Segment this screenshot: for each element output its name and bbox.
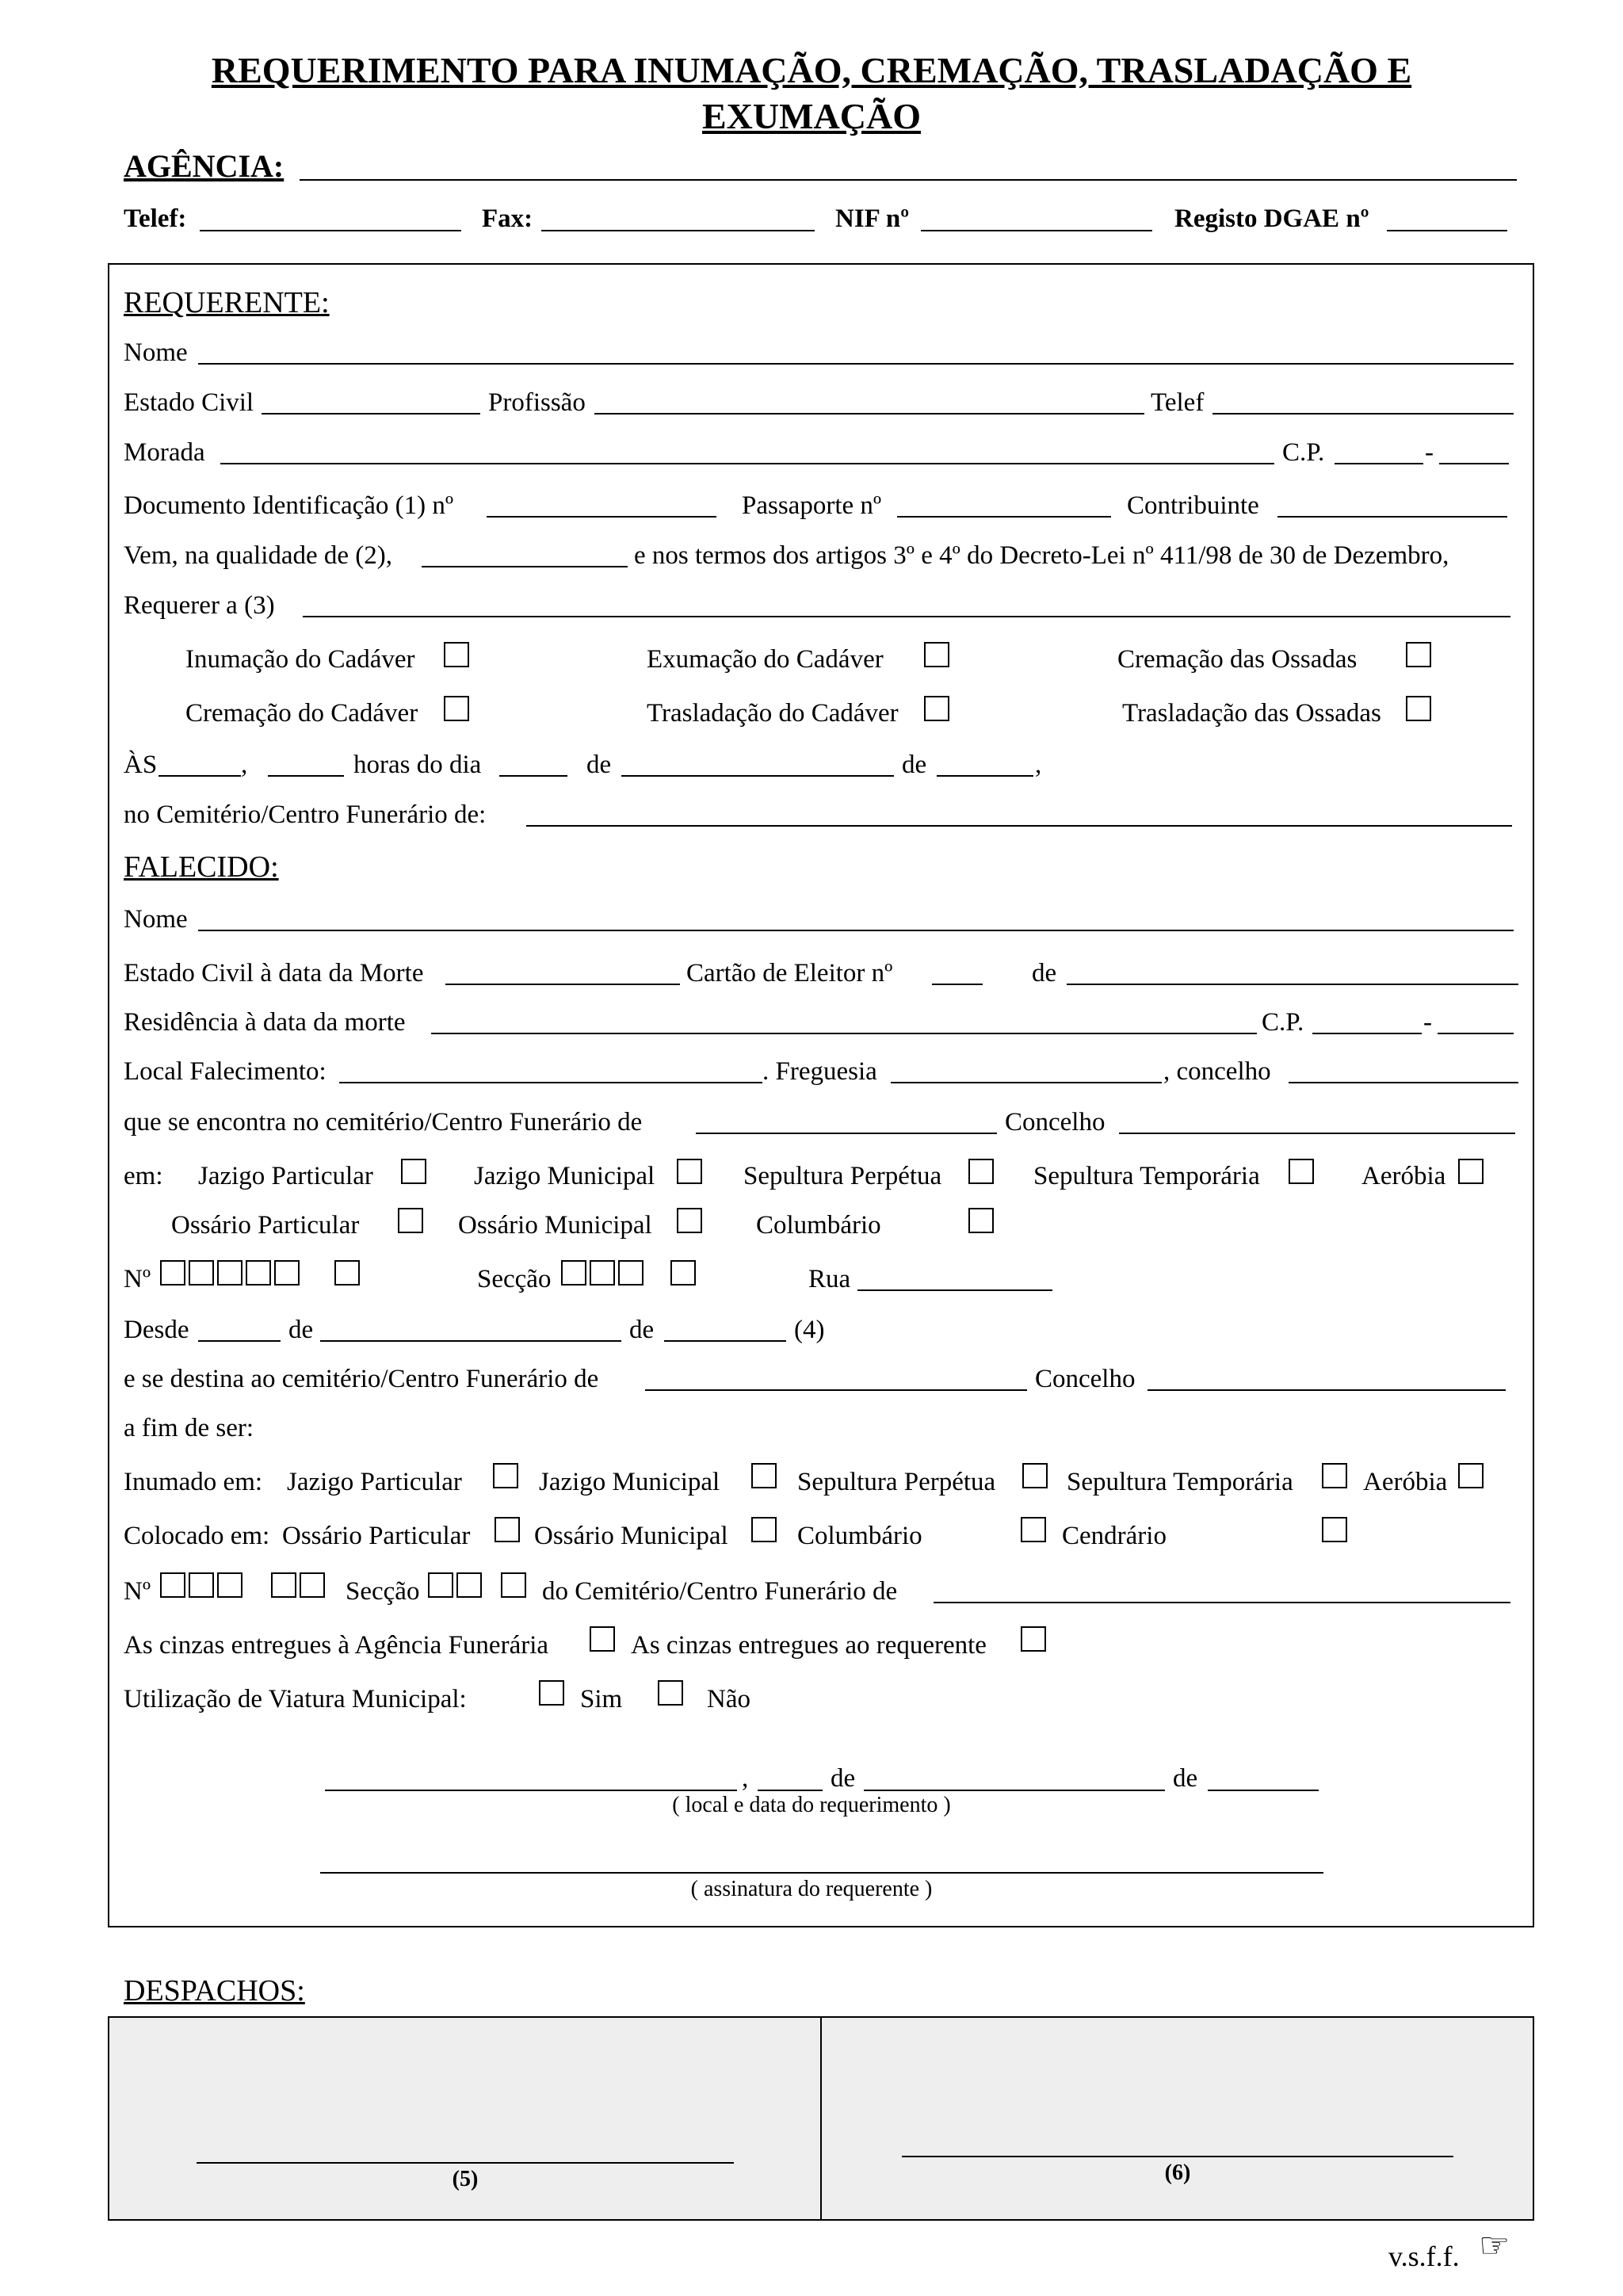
fal-desde-dia-field[interactable] [198,1340,281,1342]
inumado-sepultura-perpetua-label: Sepultura Perpétua [797,1468,996,1496]
fal-nome-label: Nome [124,905,188,934]
req-doc-id-label: Documento Identificação (1) nº [124,491,454,520]
cinzas-agencia-checkbox[interactable] [590,1626,615,1652]
inumado-sepultura-temporaria-checkbox[interactable] [1322,1463,1347,1488]
numero-box-6[interactable] [334,1260,360,1286]
dest-numero-box-3[interactable] [217,1572,242,1598]
fal-desde-de-2: de [629,1316,655,1344]
req-minuto-field[interactable] [268,775,344,777]
req-cemiterio-label: no Cemitério/Centro Funerário de: [124,800,487,829]
dest-seccao-box-3[interactable] [501,1572,526,1598]
fal-freguesia-label: . Freguesia [762,1057,877,1086]
fax-field[interactable] [541,230,815,231]
title-line-1: REQUERIMENTO PARA INUMAÇÃO, CREMAÇÃO, TRASLADAÇÃO E [211,50,1412,90]
fal-cartao-eleitor-label: Cartão de Eleitor nº [686,959,893,988]
telef-field[interactable] [200,230,461,231]
colocado-ossario-municipal-checkbox[interactable] [751,1517,777,1542]
dest-cemiterio-label: do Cemitério/Centro Funerário de [542,1577,898,1606]
agencia-field[interactable] [300,179,1517,181]
colocado-ossario-particular-label: Ossário Particular [282,1522,471,1550]
fal-local-label: Local Falecimento: [124,1057,327,1086]
req-cp-field-1[interactable] [1335,463,1423,464]
req-doc-id-field[interactable] [487,516,716,518]
dest-numero-box-4[interactable] [271,1572,296,1598]
opt-cremacao-cadaver-checkbox[interactable] [444,696,469,721]
fal-desde-label: Desde [124,1316,189,1344]
req-hora-field[interactable] [158,775,241,777]
dest-numero-box-5[interactable] [300,1572,325,1598]
req-as-comma: , [241,751,248,779]
opt-cremacao-cadaver-label: Cremação do Cadáver [185,699,418,728]
opt-trasladacao-ossadas-checkbox[interactable] [1406,696,1431,721]
sig-dia-field[interactable] [758,1790,823,1791]
fal-encontra-label: que se encontra no cemitério/Centro Funerário de [124,1108,643,1137]
fal-residencia-field[interactable] [431,1033,1257,1034]
seccao-box-2[interactable] [590,1260,615,1286]
seccao-box-1[interactable] [561,1260,586,1286]
req-contribuinte-field[interactable] [1277,516,1507,518]
req-ano-field[interactable] [937,775,1033,777]
em-jazigo-particular-label: Jazigo Particular [198,1162,373,1190]
despacho-6-signature-field[interactable] [902,2156,1453,2157]
fal-residencia-label: Residência à data da morte [124,1008,406,1037]
fal-de-label: de [1032,959,1057,988]
req-qualidade-field[interactable] [422,566,628,567]
fal-destina-concelho-field[interactable] [1148,1389,1506,1391]
page-title [0,48,1623,139]
inumado-jazigo-particular-label: Jazigo Particular [287,1468,462,1496]
em-ossario-particular-label: Ossário Particular [171,1211,360,1240]
req-de-label-1: de [586,751,612,779]
fal-cp-field-2[interactable] [1438,1033,1514,1034]
em-jazigo-particular-checkbox[interactable] [401,1159,426,1184]
req-requerer-field[interactable] [303,616,1510,617]
req-nome-label: Nome [124,338,188,367]
falecido-heading: FALECIDO: [124,850,279,884]
fal-encontra-field[interactable] [696,1133,997,1134]
sig-de-2: de [1173,1764,1198,1793]
inumado-em-label: Inumado em: [124,1468,263,1496]
sig-de-1: de [831,1764,856,1793]
req-cp-field-2[interactable] [1439,463,1509,464]
despachos-divider [820,2016,822,2221]
inumado-jazigo-municipal-label: Jazigo Municipal [539,1468,720,1496]
sig-mes-field[interactable] [864,1790,1165,1791]
req-passaporte-label: Passaporte nº [742,491,882,520]
req-telef-field[interactable] [1212,413,1514,415]
dest-numero-box-2[interactable] [189,1572,214,1598]
telef-label: Telef: [124,204,187,233]
req-profissao-field[interactable] [594,413,1144,415]
fal-desde-de-1: de [288,1316,314,1344]
numero-box-1[interactable] [160,1260,185,1286]
colocado-ossario-particular-checkbox[interactable] [495,1517,520,1542]
req-horas-label: horas do dia [353,751,482,779]
req-termos-text: e nos termos dos artigos 3º e 4º do Decreto-Lei nº 411/98 de 30 de Dezembro, [634,541,1449,570]
colocado-columbario-label: Columbário [797,1522,922,1550]
opt-inumacao-cadaver-label: Inumação do Cadáver [185,645,415,674]
inumado-sepultura-perpetua-checkbox[interactable] [1022,1463,1048,1488]
colocado-ossario-municipal-label: Ossário Municipal [534,1522,728,1550]
viatura-sim-label: Sim [580,1685,623,1713]
fal-concelho2-field[interactable] [1119,1133,1515,1134]
fal-cp-label: C.P. [1262,1008,1304,1037]
fal-cartao-de-field[interactable] [1067,984,1518,985]
fal-seccao-label: Secção [477,1265,552,1293]
sig-local-field[interactable] [325,1790,737,1791]
sig-ano-field[interactable] [1208,1790,1319,1791]
fal-cp-field-1[interactable] [1312,1033,1422,1034]
em-sepultura-perpetua-checkbox[interactable] [968,1159,994,1184]
fal-nome-field[interactable] [198,930,1514,931]
numero-box-2[interactable] [189,1260,214,1286]
dest-seccao-box-1[interactable] [428,1572,453,1598]
req-passaporte-field[interactable] [897,516,1111,518]
req-cp-label: C.P. [1282,438,1325,467]
vsff-text: v.s.f.f. [1388,2241,1460,2272]
dgae-field[interactable] [1387,230,1507,231]
title-line-2: EXUMAÇÃO [702,96,921,136]
req-cp-dash: - [1425,438,1434,467]
opt-inumacao-cadaver-checkbox[interactable] [444,642,469,667]
fal-concelho-field[interactable] [1289,1082,1518,1083]
sig-assinatura-caption: ( assinatura do requerente ) [690,1877,933,1901]
fal-rua-field[interactable] [857,1289,1052,1291]
req-ano-comma: , [1035,751,1042,779]
req-telef-label: Telef [1151,388,1205,417]
fal-desde-ano-field[interactable] [664,1340,786,1342]
colocado-em-label: Colocado em: [124,1522,270,1550]
fal-cp-dash: - [1423,1008,1432,1037]
em-columbario-checkbox[interactable] [968,1208,994,1233]
cinzas-agencia-label: As cinzas entregues à Agência Funerária [124,1631,549,1660]
em-columbario-label: Columbário [756,1211,881,1240]
req-profissao-label: Profissão [488,388,586,417]
dest-numero-box-1[interactable] [160,1572,185,1598]
req-de-label-2: de [902,751,927,779]
opt-trasladacao-cadaver-label: Trasladação do Cadáver [647,699,899,728]
despachos-heading: DESPACHOS: [124,1974,305,2008]
em-aerobia-label: Aeróbia [1361,1162,1446,1190]
fal-numero-label: Nº [124,1265,151,1293]
dest-cemiterio-field[interactable] [934,1602,1510,1603]
req-dia-field[interactable] [499,775,567,777]
dest-seccao-box-2[interactable] [456,1572,482,1598]
em-aerobia-checkbox[interactable] [1458,1159,1484,1184]
fal-desde-mes-field[interactable] [320,1340,621,1342]
fal-em-label: em: [124,1162,163,1190]
agencia-label: AGÊNCIA: [124,148,285,184]
req-estado-civil-field[interactable] [262,413,480,415]
sig-local-data-caption: ( local e data do requerimento ) [672,1793,951,1817]
numero-box-4[interactable] [246,1260,271,1286]
opt-exumacao-cadaver-label: Exumação do Cadáver [647,645,884,674]
despacho-5-signature-field[interactable] [197,2162,734,2164]
em-ossario-municipal-label: Ossário Municipal [458,1211,652,1240]
viatura-nao-label: Não [707,1685,750,1713]
cinzas-requerente-label: As cinzas entregues ao requerente [631,1631,987,1660]
numero-box-3[interactable] [217,1260,242,1286]
fal-estado-civil-label: Estado Civil à data da Morte [124,959,424,988]
nif-label: NIF nº [835,204,910,233]
seccao-box-4[interactable] [670,1260,696,1286]
opt-trasladacao-cadaver-checkbox[interactable] [924,696,949,721]
colocado-columbario-checkbox[interactable] [1021,1517,1046,1542]
em-jazigo-municipal-checkbox[interactable] [677,1159,702,1184]
seccao-box-3[interactable] [618,1260,643,1286]
cinzas-requerente-checkbox[interactable] [1021,1626,1046,1652]
sig-comma: , [742,1764,749,1793]
opt-cremacao-ossadas-label: Cremação das Ossadas [1117,645,1358,674]
viatura-nao-checkbox[interactable] [658,1680,683,1706]
fal-freguesia-field[interactable] [891,1082,1162,1083]
em-jazigo-municipal-label: Jazigo Municipal [474,1162,655,1190]
fax-label: Fax: [482,204,533,233]
inumado-jazigo-particular-checkbox[interactable] [493,1463,518,1488]
fal-local-field[interactable] [339,1082,762,1083]
opt-cremacao-ossadas-checkbox[interactable] [1406,642,1431,667]
req-cemiterio-field[interactable] [526,825,1512,827]
em-sepultura-temporaria-checkbox[interactable] [1289,1159,1314,1184]
inumado-aerobia-checkbox[interactable] [1458,1463,1484,1488]
dest-seccao-label: Secção [346,1577,420,1606]
fal-destina-label: e se destina ao cemitério/Centro Funerário de [124,1365,599,1393]
req-estado-civil-label: Estado Civil [124,388,254,417]
sig-assinatura-field[interactable] [320,1872,1323,1874]
pointing-hand-icon: ☞ [1479,2225,1510,2266]
fal-destina-field[interactable] [645,1389,1027,1391]
dgae-label: Registo DGAE nº [1174,204,1369,233]
inumado-sepultura-temporaria-label: Sepultura Temporária [1067,1468,1293,1496]
despacho-5-note: (5) [452,2167,479,2191]
fal-concelho-label: , concelho [1163,1057,1271,1086]
em-sepultura-temporaria-label: Sepultura Temporária [1033,1162,1260,1190]
dest-numero-label: Nº [124,1577,151,1606]
viatura-label: Utilização de Viatura Municipal: [124,1685,467,1713]
nif-field[interactable] [921,230,1152,231]
fal-cartao-eleitor-field[interactable] [932,984,983,985]
colocado-cendrario-checkbox[interactable] [1322,1517,1347,1542]
inumado-aerobia-label: Aeróbia [1363,1468,1448,1496]
numero-box-5[interactable] [274,1260,300,1286]
req-nome-field[interactable] [198,363,1514,365]
fal-note-4: (4) [794,1316,825,1344]
inumado-jazigo-municipal-checkbox[interactable] [751,1463,777,1488]
req-qualidade-label: Vem, na qualidade de (2), [124,541,393,570]
requerente-heading: REQUERENTE: [124,286,330,319]
req-contribuinte-label: Contribuinte [1127,491,1259,520]
em-sepultura-perpetua-label: Sepultura Perpétua [743,1162,942,1190]
fal-concelho2-label: Concelho [1005,1108,1106,1137]
despacho-6-note: (6) [1164,2160,1191,2185]
opt-exumacao-cadaver-checkbox[interactable] [924,642,949,667]
req-requerer-label: Requerer a (3) [124,591,275,620]
fal-a-fim-label: a fim de ser: [124,1414,254,1442]
fal-rua-label: Rua [808,1265,851,1293]
req-as-label: ÀS [124,751,158,779]
req-mes-field[interactable] [621,775,894,777]
fal-estado-civil-field[interactable] [445,984,680,985]
colocado-cendrario-label: Cendrário [1062,1522,1167,1550]
fal-destina-concelho-label: Concelho [1035,1365,1136,1393]
em-ossario-municipal-checkbox[interactable] [677,1208,702,1233]
req-morada-label: Morada [124,438,205,467]
em-ossario-particular-checkbox[interactable] [398,1208,423,1233]
opt-trasladacao-ossadas-label: Trasladação das Ossadas [1122,699,1381,728]
viatura-sim-checkbox[interactable] [539,1680,564,1706]
req-morada-field[interactable] [220,463,1274,464]
